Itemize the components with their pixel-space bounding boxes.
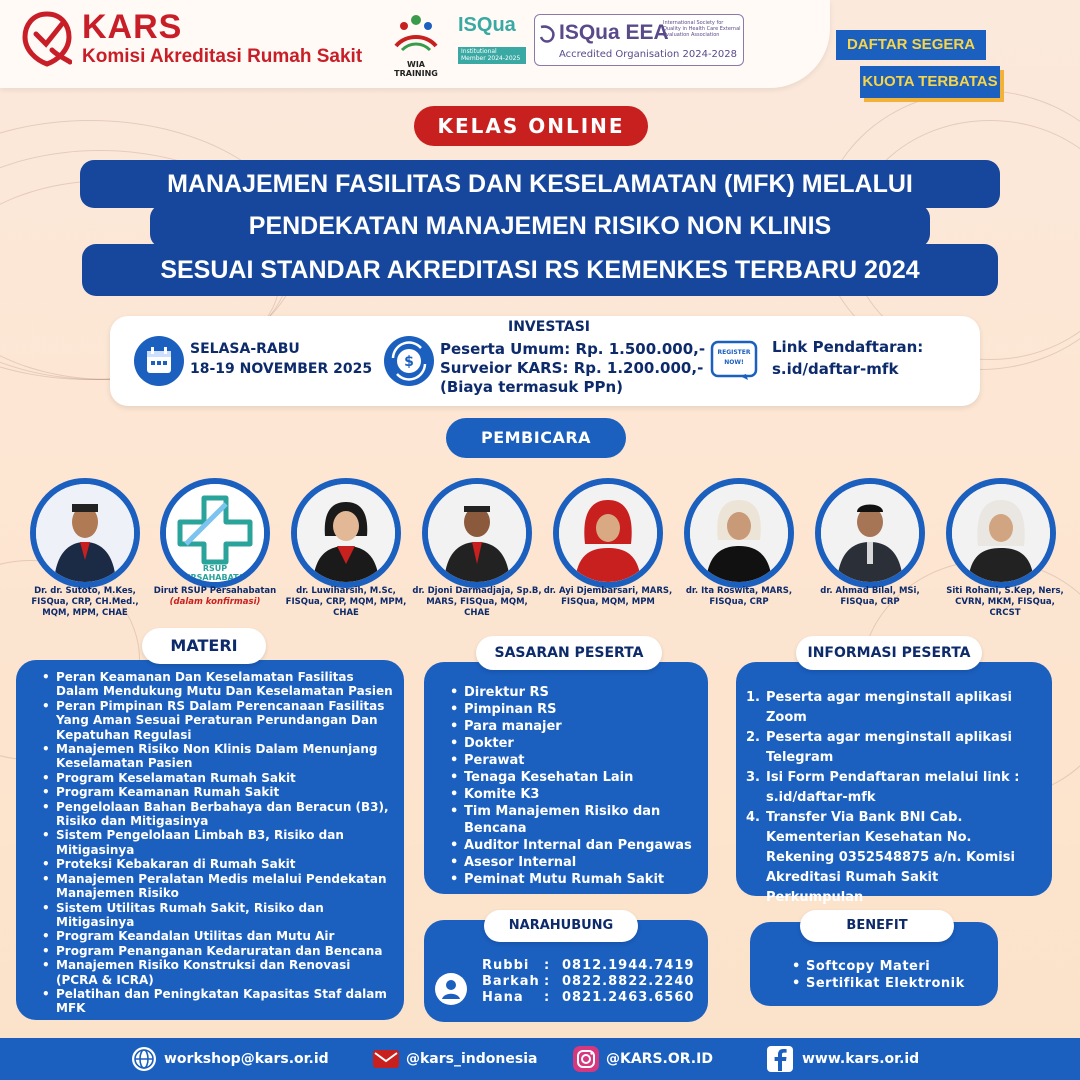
informasi-text: Transfer Via Bank BNI Cab. Kementerian Kesehatan No. Rekening 0352548875 a/n. Komisi Akreditasi Rumah Sakit Perkumpulan: [766, 810, 1015, 905]
wia-people-icon: [392, 12, 440, 54]
sasaran-list: [424, 662, 708, 888]
pembicara-heading: PEMBICARA: [446, 418, 626, 458]
instagram-icon: [572, 1045, 600, 1073]
schedule-date: 18-19 NOVEMBER 2025: [190, 361, 373, 377]
speaker-name: dr. Ayi Djembarsari, MARS, FISQua, MQM, MPM: [543, 586, 673, 607]
speaker-name: dr. Ahmad Bilal, MSi, FISQua, CRP: [820, 586, 920, 607]
materi-item: • Program Keselamatan Rumah Sakit: [40, 771, 394, 785]
mail-icon: [372, 1045, 400, 1073]
informasi-num: 1.: [746, 690, 760, 705]
investasi-umum: Peserta Umum: Rp. 1.500.000,-: [440, 340, 706, 358]
speaker-photo: [684, 478, 794, 588]
footer-website[interactable]: www.kars.or.id: [802, 1051, 920, 1067]
materi-item: • Proteksi Kebakaran di Rumah Sakit: [40, 857, 394, 871]
informasi-item: [746, 728, 1038, 768]
isqua-swoosh-icon: [539, 23, 557, 45]
sasaran-item: • Asesor Internal: [448, 854, 698, 871]
informasi-text: Isi Form Pendaftaran melalui link : s.id/daftar-mfk: [766, 770, 1020, 805]
speaker-name: dr. Luwiharsih, M.Sc, FISQua, CRP, MQM, MPM, CHAE: [285, 586, 407, 618]
speaker-name: dr. Djoni Darmadjaja, Sp.B, MARS, FISQua, MQM, CHAE: [412, 586, 542, 618]
kelas-online-badge: KELAS ONLINE: [414, 106, 648, 146]
speaker-name: dr. Ita Roswita, MARS, FISQua, CRP: [685, 586, 793, 607]
investasi-heading: INVESTASI: [508, 319, 590, 335]
title-line-2: PENDEKATAN MANAJEMEN RISIKO NON KLINIS: [150, 204, 930, 248]
title-line-3: SESUAI STANDAR AKREDITASI RS KEMENKES TERBARU 2024: [82, 244, 998, 296]
speaker-photo: [422, 478, 532, 588]
benefit-heading: BENEFIT: [800, 910, 954, 942]
contact-name: Rubbi: [482, 958, 530, 973]
sasaran-heading: SASARAN PESERTA: [476, 636, 662, 670]
link-label: Link Pendaftaran:: [772, 338, 924, 356]
contact-row: [482, 974, 694, 990]
informasi-text: Peserta agar menginstall aplikasi Zoom: [766, 690, 1013, 725]
isqua-tag: Institutional Member 2024-2025: [458, 47, 526, 64]
brand-subtitle: Komisi Akreditasi Rumah Sakit: [82, 46, 363, 67]
wia-label: WIA TRAINING: [394, 60, 438, 78]
investasi-surveior: Surveior KARS: Rp. 1.200.000,-: [440, 359, 704, 377]
investasi-note: (Biaya termasuk PPn): [440, 378, 624, 396]
globe-icon: [130, 1045, 158, 1073]
materi-item: • Peran Pimpinan RS Dalam Perencanaan Fasilitas Yang Aman Sesuai Peraturan Perundangan Dan Kepatuhan Regulasi: [40, 699, 394, 742]
calendar-icon: [134, 336, 184, 386]
materi-item: • Pelatihan dan Peningkatan Kapasitas Staf dalam MFK: [40, 987, 394, 1016]
contact-phone[interactable]: 0821.2463.6560: [562, 990, 695, 1005]
contact-row: [482, 958, 694, 974]
informasi-num: 4.: [746, 810, 760, 825]
sasaran-item: • Peminat Mutu Rumah Sakit: [448, 871, 698, 888]
materi-item: • Pengelolaan Bahan Berbahaya dan Beracun (B3), Risiko dan Mitigasinya: [40, 800, 394, 829]
speaker-name: Dr. dr. Sutoto, M.Kes, FISQua, CRP, CH.Med., MQM, MPM, CHAE: [31, 586, 139, 618]
materi-item: • Manajemen Peralatan Medis melalui Pendekatan Manajemen Risiko: [40, 872, 394, 901]
materi-item: • Program Penanganan Kedaruratan dan Bencana: [40, 944, 394, 958]
sasaran-item: • Tim Manajemen Risiko dan Bencana: [448, 803, 698, 837]
informasi-num: 2.: [746, 730, 760, 745]
contact-phone[interactable]: 0812.1944.7419: [562, 958, 695, 973]
facebook-icon: [766, 1045, 794, 1073]
informasi-num: 3.: [746, 770, 760, 785]
contact-phone[interactable]: 0822.8822.2240: [562, 974, 695, 989]
wia-training-logo: [384, 12, 448, 78]
register-now-text: REGISTER NOW!: [717, 349, 751, 366]
materi-item: • Manajemen Risiko Konstruksi dan Renovasi (PCRA & ICRA): [40, 958, 394, 987]
materi-list: [16, 660, 404, 1016]
header-bar: [0, 0, 830, 88]
informasi-item: [746, 768, 1038, 808]
speaker-note: (dalam konfirmasi): [169, 597, 261, 607]
speaker-name-block: [150, 586, 280, 608]
sasaran-item: • Pimpinan RS: [448, 701, 698, 718]
speaker-name: Dirut RSUP Persahabatan: [153, 586, 277, 596]
schedule-days: SELASA-RABU: [190, 341, 300, 357]
registration-link[interactable]: s.id/daftar-mfk: [772, 360, 899, 378]
isqua-name: ISQua: [458, 14, 516, 36]
narahubung-heading: NARAHUBUNG: [484, 910, 638, 942]
informasi-heading: INFORMASI PESERTA: [796, 636, 982, 670]
footer-email[interactable]: workshop@kars.or.id: [164, 1051, 329, 1067]
contact-name: Barkah: [482, 974, 540, 989]
contact-row: [482, 990, 694, 1006]
materi-item: • Program Keamanan Rumah Sakit: [40, 785, 394, 799]
speaker-photo: [553, 478, 663, 588]
sasaran-item: • Tenaga Kesehatan Lain: [448, 769, 698, 786]
register-now-badge: [710, 338, 760, 382]
money-cycle-icon: [384, 336, 434, 386]
contact-person-icon: [434, 972, 468, 1006]
speaker-photo: [30, 478, 140, 588]
contact-name: Hana: [482, 990, 524, 1005]
sasaran-item: • Para manajer: [448, 718, 698, 735]
sasaran-item: • Komite K3: [448, 786, 698, 803]
sasaran-item: • Auditor Internal dan Pengawas: [448, 837, 698, 854]
contact-list: [482, 958, 694, 1006]
kuota-terbatas-banner: KUOTA TERBATAS: [860, 66, 1000, 98]
speaker-name: Siti Rohani, S.Kep, Ners, CVRN, MKM, FISQua, CRCST: [946, 586, 1064, 618]
materi-item: • Peran Keamanan Dan Keselamatan Fasilitas Dalam Mendukung Mutu Dan Keselamatan Pasien: [40, 670, 394, 699]
isqua-member-logo: [458, 14, 526, 68]
speaker-photo: [815, 478, 925, 588]
sasaran-item: • Direktur RS: [448, 684, 698, 701]
contact-sep: :: [544, 958, 551, 973]
isqua-eea-accredited: Accredited Organisation 2024-2028: [559, 49, 738, 60]
sasaran-item: • Dokter: [448, 735, 698, 752]
isqua-eea-name: ISQua EEA: [559, 21, 669, 44]
sasaran-panel: [424, 662, 708, 894]
informasi-text: Peserta agar menginstall aplikasi Telegram: [766, 730, 1013, 765]
event-info-strip: [110, 316, 980, 406]
informasi-item: [746, 688, 1038, 728]
materi-heading: MATERI: [142, 628, 266, 664]
contact-sep: :: [544, 990, 551, 1005]
speaker-photo: [291, 478, 401, 588]
footer-bar: [0, 1038, 1080, 1080]
footer-mail-handle[interactable]: @kars_indonesia: [406, 1051, 538, 1067]
title-line-1: MANAJEMEN FASILITAS DAN KESELAMATAN (MFK) MELALUI: [80, 160, 1000, 208]
materi-item: • Sistem Utilitas Rumah Sakit, Risiko dan Mitigasinya: [40, 901, 394, 930]
sasaran-item: • Perawat: [448, 752, 698, 769]
svg-text:$: $: [404, 354, 414, 370]
materi-item: • Manajemen Risiko Non Klinis Dalam Menunjang Keselamatan Pasien: [40, 742, 394, 771]
benefit-item: • Softcopy Materi: [790, 958, 988, 975]
benefit-item: • Sertifikat Elektronik: [790, 975, 988, 992]
footer-instagram[interactable]: @KARS.OR.ID: [606, 1051, 713, 1067]
informasi-item: [746, 808, 1038, 908]
isqua-eea-logo: [534, 14, 744, 66]
isqua-eea-description: International Society for Quality in Health Care External Evaluation Association: [663, 20, 741, 38]
informasi-panel: [736, 662, 1052, 905]
materi-item: • Sistem Pengelolaan Limbah B3, Risiko dan Mitigasinya: [40, 828, 394, 857]
materi-item: • Program Keandalan Utilitas dan Mutu Air: [40, 929, 394, 943]
materi-panel: [16, 660, 404, 1020]
speaker-photo: [160, 478, 270, 588]
kars-logo-icon: [22, 10, 72, 68]
informasi-list: [736, 662, 1052, 908]
brand-name: KARS: [82, 8, 183, 46]
contact-sep: :: [544, 974, 551, 989]
daftar-segera-banner: DAFTAR SEGERA: [836, 30, 986, 60]
speaker-photo: [946, 478, 1056, 588]
rsup-logo-text: RSUP PERSAHABATAN: [179, 564, 251, 582]
